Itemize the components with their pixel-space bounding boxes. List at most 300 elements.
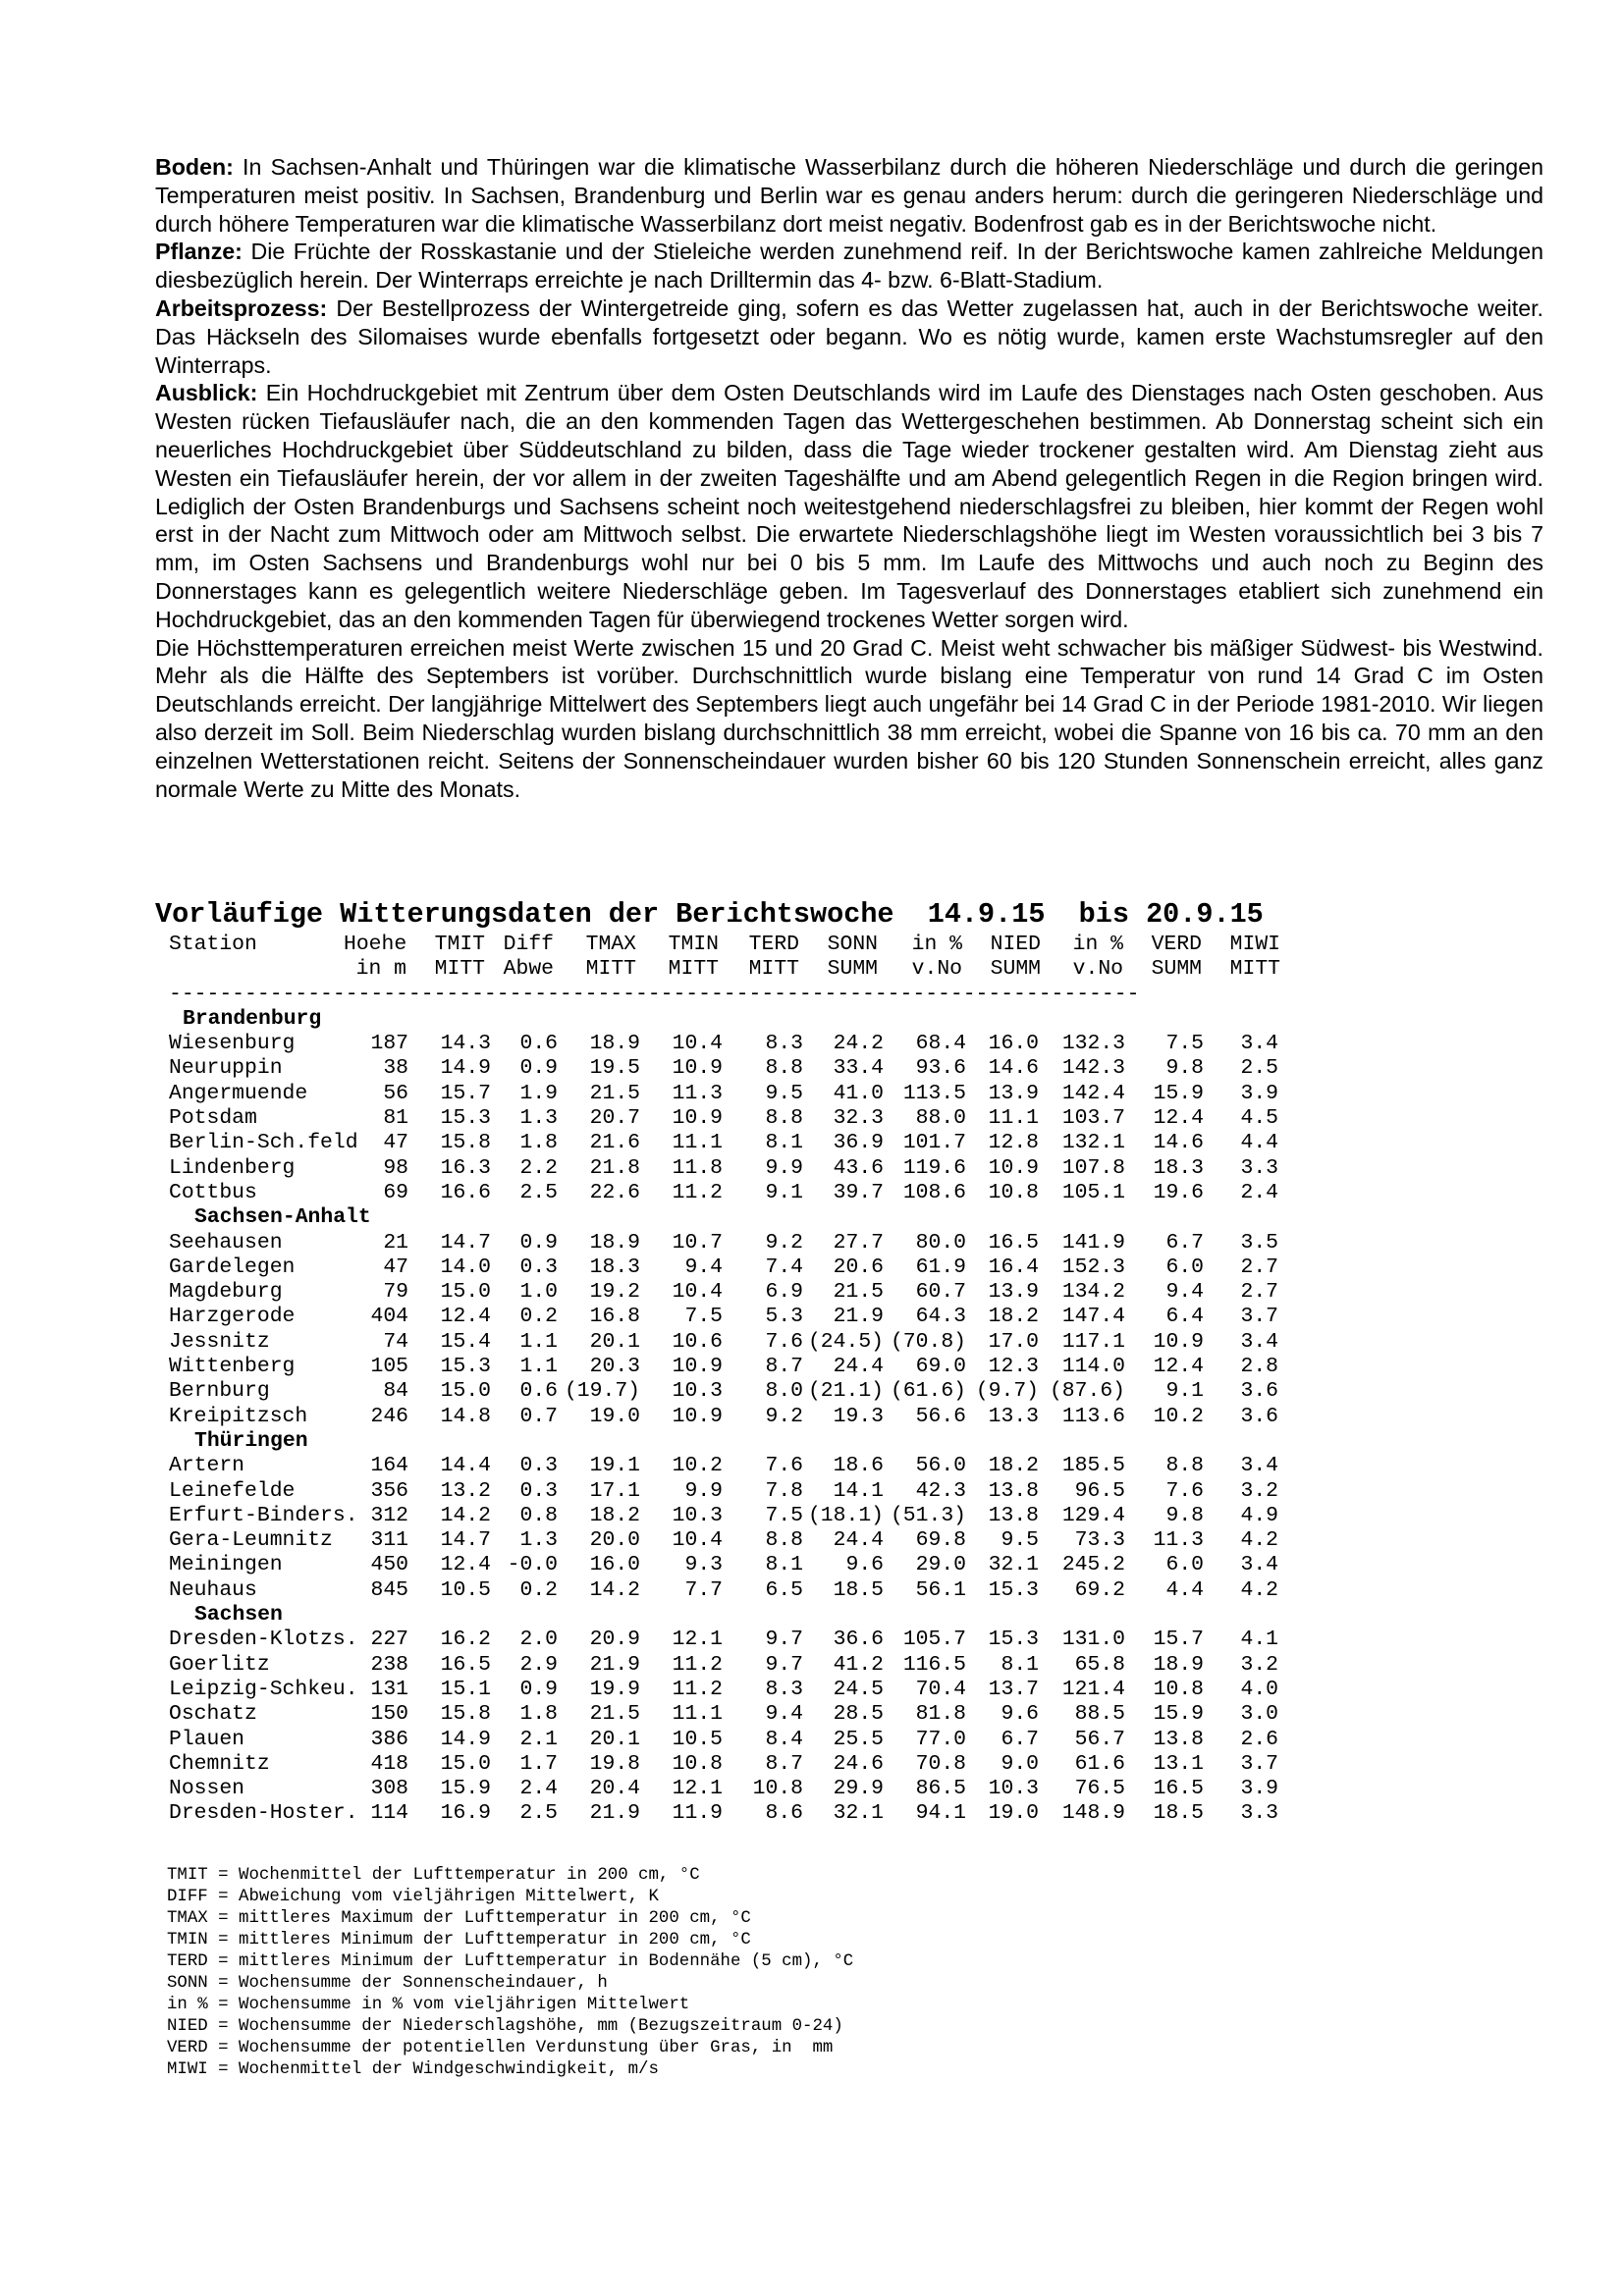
value-cell: 9.8: [1165, 1503, 1204, 1527]
value-cell: 113.6: [1061, 1404, 1125, 1428]
station-cell: Artern: [169, 1454, 245, 1478]
table-row: [169, 1280, 1278, 1305]
weather-data-table: [169, 933, 1280, 1827]
paragraph-lead: Ausblick:: [155, 380, 258, 406]
value-cell: 11.1: [988, 1106, 1039, 1131]
value-cell: 12.3: [988, 1355, 1039, 1379]
legend-entry: TMIN = mittleres Minimum der Lufttemperatur in 200 cm, °C: [167, 1931, 751, 1949]
value-cell: 7.4: [765, 1255, 803, 1279]
station-cell: Leinefelde: [169, 1478, 296, 1503]
value-cell: 187: [370, 1032, 408, 1056]
value-cell: 4.4: [1165, 1577, 1204, 1602]
value-cell: 15.1: [440, 1677, 491, 1701]
legend-entry: NIED = Wochensumme der Niederschlagshöhe, mm (Bezugszeitraum 0-24): [167, 2017, 843, 2036]
value-cell: 11.8: [672, 1155, 723, 1180]
paragraph-temperatures: [155, 634, 1543, 804]
station-cell: Dresden-Klotzs.: [169, 1628, 358, 1652]
table-row: [169, 1180, 1278, 1205]
table-header-row: [169, 933, 1280, 957]
value-cell: 1.9: [519, 1081, 558, 1105]
value-cell: 14.6: [1153, 1131, 1204, 1155]
value-cell: 13.8: [1153, 1727, 1204, 1751]
legend-entry: TMAX = mittleres Maximum der Lufttemperatur in 200 cm, °C: [167, 1909, 751, 1928]
value-cell: 8.8: [765, 1528, 803, 1553]
value-cell: 1.1: [519, 1355, 558, 1379]
value-cell: 0.9: [519, 1056, 558, 1081]
value-cell: 20.6: [833, 1255, 884, 1279]
value-cell: 16.4: [988, 1255, 1039, 1279]
value-cell: 47: [383, 1131, 408, 1155]
station-cell: Bernburg: [169, 1379, 270, 1404]
column-header: Diff: [503, 933, 554, 956]
value-cell: 24.6: [833, 1751, 884, 1776]
region-name: Sachsen: [194, 1603, 283, 1628]
table-row: [169, 1404, 1278, 1429]
value-cell: 13.3: [988, 1404, 1039, 1428]
value-cell: 15.9: [1153, 1702, 1204, 1727]
value-cell: 2.8: [1240, 1355, 1278, 1379]
value-cell: 0.6: [519, 1379, 558, 1404]
value-cell: 11.3: [1153, 1528, 1204, 1553]
value-cell: 1.8: [519, 1131, 558, 1155]
value-cell: 12.4: [1153, 1355, 1204, 1379]
value-cell: 18.5: [1153, 1801, 1204, 1826]
column-header: SONN: [827, 933, 878, 956]
value-cell: 18.3: [589, 1255, 640, 1279]
value-cell: 1.3: [519, 1106, 558, 1131]
value-cell: 3.5: [1240, 1230, 1278, 1255]
station-cell: Potsdam: [169, 1106, 257, 1131]
value-cell: 9.4: [765, 1702, 803, 1727]
value-cell: 98: [383, 1155, 408, 1180]
value-cell: 3.7: [1240, 1751, 1278, 1776]
value-cell: 238: [370, 1652, 408, 1677]
station-cell: Neuhaus: [169, 1577, 257, 1602]
value-cell: 101.7: [902, 1131, 966, 1155]
value-cell: 15.3: [988, 1577, 1039, 1602]
value-cell: 15.0: [440, 1379, 491, 1404]
value-cell: 10.3: [672, 1503, 723, 1527]
value-cell: 6.0: [1165, 1255, 1204, 1279]
value-cell: 10.3: [672, 1379, 723, 1404]
value-cell: 14.9: [440, 1727, 491, 1751]
column-header: VERD: [1151, 933, 1202, 956]
table-row: [169, 1305, 1278, 1329]
table-row: [169, 1255, 1278, 1280]
value-cell: 9.7: [765, 1652, 803, 1677]
value-cell: 845: [370, 1577, 408, 1602]
value-cell: 56.0: [915, 1454, 966, 1478]
value-cell: 117.1: [1061, 1329, 1125, 1354]
value-cell: 21.8: [589, 1155, 640, 1180]
value-cell: 7.7: [684, 1577, 723, 1602]
paragraph-body: Die Früchte der Rosskastanie und der Stieleiche werden zunehmend reif. In der Berichtswoche kamen zahlreiche Meldungen diesbezüglich herein. Der Winterraps erreichte je nach Drilltermin das 4- bzw. 6-Blatt-Stadium.: [155, 239, 1543, 294]
legend-entry: DIFF = Abweichung vom vieljährigen Mittelwert, K: [167, 1888, 659, 1906]
value-cell: 8.6: [765, 1801, 803, 1826]
value-cell: 14.2: [589, 1577, 640, 1602]
value-cell: 61.9: [915, 1255, 966, 1279]
station-cell: Cottbus: [169, 1180, 257, 1204]
value-cell: 131.0: [1061, 1628, 1125, 1652]
value-cell: 10.4: [672, 1280, 723, 1305]
station-cell: Neuruppin: [169, 1056, 283, 1081]
value-cell: 7.8: [765, 1478, 803, 1503]
value-cell: 0.9: [519, 1677, 558, 1701]
value-cell: 0.3: [519, 1454, 558, 1478]
value-cell: 94.1: [915, 1801, 966, 1826]
column-header: Station: [169, 933, 257, 956]
value-cell: 14.3: [440, 1032, 491, 1056]
value-cell: 4.0: [1240, 1677, 1278, 1701]
value-cell: 3.2: [1240, 1652, 1278, 1677]
value-cell: 6.0: [1165, 1553, 1204, 1577]
abbreviation-legend: [167, 1865, 853, 2081]
value-cell: 77.0: [915, 1727, 966, 1751]
value-cell: 4.4: [1240, 1131, 1278, 1155]
value-cell: 2.4: [1240, 1180, 1278, 1204]
legend-entry: SONN = Wochensumme der Sonnenscheindauer, h: [167, 1974, 608, 1993]
value-cell: 33.4: [833, 1056, 884, 1081]
value-cell: 107.8: [1061, 1155, 1125, 1180]
value-cell: 8.8: [1165, 1454, 1204, 1478]
value-cell: 227: [370, 1628, 408, 1652]
station-cell: Erfurt-Binders.: [169, 1503, 358, 1527]
value-cell: 129.4: [1061, 1503, 1125, 1527]
value-cell: 10.8: [988, 1180, 1039, 1204]
value-cell: 3.2: [1240, 1478, 1278, 1503]
value-cell: 7.5: [684, 1305, 723, 1329]
value-cell: 69.8: [915, 1528, 966, 1553]
station-cell: Wiesenburg: [169, 1032, 296, 1056]
value-cell: 68.4: [915, 1032, 966, 1056]
value-cell: 246: [370, 1404, 408, 1428]
value-cell: 11.2: [672, 1652, 723, 1677]
value-cell: 3.3: [1240, 1801, 1278, 1826]
value-cell: 16.5: [988, 1230, 1039, 1255]
value-cell: 12.4: [440, 1305, 491, 1329]
value-cell: 3.3: [1240, 1155, 1278, 1180]
value-cell: (9.7): [975, 1379, 1039, 1404]
station-cell: Berlin-Sch.feld: [169, 1131, 358, 1155]
value-cell: 9.8: [1165, 1056, 1204, 1081]
paragraph-lead: Boden:: [155, 154, 234, 180]
station-cell: Wittenberg: [169, 1355, 296, 1379]
value-cell: 6.5: [765, 1577, 803, 1602]
value-cell: 41.0: [833, 1081, 884, 1105]
value-cell: 65.8: [1074, 1652, 1125, 1677]
value-cell: 16.0: [589, 1553, 640, 1577]
station-cell: Magdeburg: [169, 1280, 283, 1305]
station-cell: Harzgerode: [169, 1305, 296, 1329]
value-cell: 8.1: [765, 1131, 803, 1155]
table-row: [169, 1355, 1278, 1379]
value-cell: 15.9: [440, 1777, 491, 1801]
table-row: [169, 1628, 1278, 1652]
station-cell: Lindenberg: [169, 1155, 296, 1180]
value-cell: 15.4: [440, 1329, 491, 1354]
value-cell: 64.3: [915, 1305, 966, 1329]
value-cell: 2.2: [519, 1155, 558, 1180]
table-row: [169, 1677, 1278, 1702]
table-row: [169, 1652, 1278, 1678]
value-cell: 18.3: [1153, 1155, 1204, 1180]
value-cell: 11.2: [672, 1677, 723, 1701]
value-cell: 9.4: [1165, 1280, 1204, 1305]
value-cell: 18.9: [1153, 1652, 1204, 1677]
value-cell: 10.9: [988, 1155, 1039, 1180]
value-cell: 0.3: [519, 1255, 558, 1279]
value-cell: 356: [370, 1478, 408, 1503]
value-cell: 19.3: [833, 1404, 884, 1428]
value-cell: 15.9: [1153, 1081, 1204, 1105]
station-cell: Dresden-Hoster.: [169, 1801, 358, 1826]
paragraph-ausblick: [155, 379, 1543, 633]
value-cell: (18.1): [807, 1503, 884, 1527]
legend-entry: in % = Wochensumme in % vom vieljährigen Mittelwert: [167, 1996, 690, 2014]
value-cell: 3.6: [1240, 1379, 1278, 1404]
column-unit: MITT: [668, 957, 719, 982]
value-cell: 10.3: [988, 1777, 1039, 1801]
value-cell: 0.8: [519, 1503, 558, 1527]
value-cell: 10.7: [672, 1230, 723, 1255]
region-group-heading: [169, 1007, 1139, 1032]
value-cell: 14.6: [988, 1056, 1039, 1081]
value-cell: 131: [370, 1677, 408, 1701]
value-cell: 12.1: [672, 1628, 723, 1652]
value-cell: (51.3): [890, 1503, 966, 1527]
value-cell: 7.6: [765, 1454, 803, 1478]
value-cell: 9.9: [765, 1155, 803, 1180]
value-cell: 2.5: [519, 1801, 558, 1826]
value-cell: 1.8: [519, 1702, 558, 1727]
value-cell: 6.7: [1165, 1230, 1204, 1255]
value-cell: 36.9: [833, 1131, 884, 1155]
value-cell: 20.3: [589, 1355, 640, 1379]
value-cell: (70.8): [890, 1329, 966, 1354]
value-cell: 105.7: [902, 1628, 966, 1652]
paragraph-body: Die Höchsttemperaturen erreichen meist Werte zwischen 15 und 20 Grad C. Meist weht schwacher bis mäßiger Südwest- bis Westwind. Mehr als die Hälfte des Septembers ist vorüber. Durchschnittlich wurde bislang eine Temperatur von rund 14 Grad C im Osten Deutschlands erreicht. Der langjährige Mittelwert des Septembers liegt auch ungefähr bei 14 Grad C in der Periode 1981-2010. Wir liegen also derzeit im Soll. Beim Niederschlag wurden bislang durchschnittlich 38 mm erreicht, wobei die Spanne von 16 bis ca. 70 mm an den einzelnen Wetterstationen reicht. Seitens der Sonnenscheindauer wurden bisher 60 bis 120 Stunden Sonnenschein erreicht, alles ganz normale Werte zu Mitte des Monats.: [155, 634, 1543, 802]
value-cell: 12.4: [1153, 1106, 1204, 1131]
value-cell: 3.9: [1240, 1777, 1278, 1801]
value-cell: 14.4: [440, 1454, 491, 1478]
paragraph-arbeitsprozess: [155, 294, 1543, 379]
value-cell: 3.4: [1240, 1032, 1278, 1056]
value-cell: 9.4: [684, 1255, 723, 1279]
value-cell: 56.7: [1074, 1727, 1125, 1751]
table-row: [169, 1503, 1278, 1528]
value-cell: 81: [383, 1106, 408, 1131]
value-cell: 404: [370, 1305, 408, 1329]
column-header: in %: [911, 933, 962, 956]
value-cell: 3.6: [1240, 1404, 1278, 1428]
value-cell: 42.3: [915, 1478, 966, 1503]
table-row: [169, 1155, 1278, 1181]
value-cell: 152.3: [1061, 1255, 1125, 1279]
value-cell: 13.7: [988, 1677, 1039, 1701]
column-unit: v.No: [911, 957, 962, 982]
value-cell: 10.8: [672, 1751, 723, 1776]
value-cell: 18.6: [833, 1454, 884, 1478]
value-cell: 142.4: [1061, 1081, 1125, 1105]
value-cell: 56: [383, 1081, 408, 1105]
value-cell: 8.1: [1001, 1652, 1039, 1677]
column-header: TMAX: [585, 933, 636, 956]
value-cell: (24.5): [807, 1329, 884, 1354]
value-cell: 24.4: [833, 1528, 884, 1553]
column-header: TMIT: [434, 933, 485, 956]
value-cell: 8.3: [765, 1032, 803, 1056]
value-cell: 11.9: [672, 1801, 723, 1826]
value-cell: 2.7: [1240, 1255, 1278, 1279]
value-cell: 0.9: [519, 1230, 558, 1255]
value-cell: 9.9: [684, 1478, 723, 1503]
value-cell: 13.9: [988, 1280, 1039, 1305]
value-cell: 47: [383, 1255, 408, 1279]
value-cell: 12.8: [988, 1131, 1039, 1155]
value-cell: 2.5: [519, 1180, 558, 1204]
paragraph-lead: Pflanze:: [155, 239, 243, 265]
value-cell: 32.3: [833, 1106, 884, 1131]
value-cell: 418: [370, 1751, 408, 1776]
region-group-heading: [169, 1429, 1139, 1454]
table-row: [169, 1751, 1278, 1777]
paragraph-pflanze: [155, 238, 1543, 294]
value-cell: 24.5: [833, 1677, 884, 1701]
station-cell: Meiningen: [169, 1553, 283, 1577]
value-cell: 86.5: [915, 1777, 966, 1801]
table-row: [169, 1553, 1278, 1577]
value-cell: 21.5: [589, 1702, 640, 1727]
value-cell: 96.5: [1074, 1478, 1125, 1503]
value-cell: 28.5: [833, 1702, 884, 1727]
region-name: Sachsen-Anhalt: [194, 1205, 371, 1230]
value-cell: 20.1: [589, 1727, 640, 1751]
value-cell: 9.5: [765, 1081, 803, 1105]
table-row: [169, 1727, 1278, 1752]
value-cell: 2.5: [1240, 1056, 1278, 1081]
column-unit: in m: [355, 957, 406, 982]
column-unit: MITT: [585, 957, 636, 982]
value-cell: 164: [370, 1454, 408, 1478]
value-cell: 0.2: [519, 1305, 558, 1329]
value-cell: 27.7: [833, 1230, 884, 1255]
value-cell: 8.1: [765, 1553, 803, 1577]
value-cell: 7.6: [765, 1329, 803, 1354]
value-cell: 4.5: [1240, 1106, 1278, 1131]
value-cell: 10.5: [440, 1577, 491, 1602]
value-cell: 8.8: [765, 1056, 803, 1081]
value-cell: 15.8: [440, 1131, 491, 1155]
value-cell: 113.5: [902, 1081, 966, 1105]
value-cell: 20.4: [589, 1777, 640, 1801]
value-cell: 19.5: [589, 1056, 640, 1081]
value-cell: 134.2: [1061, 1280, 1125, 1305]
value-cell: 11.1: [672, 1131, 723, 1155]
value-cell: 2.1: [519, 1727, 558, 1751]
value-cell: 10.9: [672, 1355, 723, 1379]
station-cell: Jessnitz: [169, 1329, 270, 1354]
value-cell: 24.2: [833, 1032, 884, 1056]
value-cell: 121.4: [1061, 1677, 1125, 1701]
value-cell: 9.1: [765, 1180, 803, 1204]
value-cell: 84: [383, 1379, 408, 1404]
value-cell: 70.8: [915, 1751, 966, 1776]
value-cell: 80.0: [915, 1230, 966, 1255]
value-cell: 14.9: [440, 1056, 491, 1081]
value-cell: 147.4: [1061, 1305, 1125, 1329]
value-cell: 19.0: [988, 1801, 1039, 1826]
value-cell: 0.2: [519, 1577, 558, 1602]
value-cell: 36.6: [833, 1628, 884, 1652]
value-cell: 14.1: [833, 1478, 884, 1503]
value-cell: 1.3: [519, 1528, 558, 1553]
value-cell: 6.4: [1165, 1305, 1204, 1329]
value-cell: 81.8: [915, 1702, 966, 1727]
value-cell: 15.3: [440, 1106, 491, 1131]
value-cell: 13.8: [988, 1478, 1039, 1503]
table-row: [169, 1131, 1278, 1155]
value-cell: 10.9: [672, 1106, 723, 1131]
station-cell: Oschatz: [169, 1702, 257, 1727]
value-cell: 43.6: [833, 1155, 884, 1180]
column-unit: MITT: [434, 957, 485, 982]
legend-entry: TMIT = Wochenmittel der Lufttemperatur in 200 cm, °C: [167, 1866, 700, 1885]
value-cell: 13.2: [440, 1478, 491, 1503]
column-header: TERD: [748, 933, 799, 956]
value-cell: 7.5: [1165, 1032, 1204, 1056]
value-cell: 12.4: [440, 1553, 491, 1577]
value-cell: 18.2: [988, 1305, 1039, 1329]
station-cell: Nossen: [169, 1777, 245, 1801]
value-cell: (21.1): [807, 1379, 884, 1404]
value-cell: 4.2: [1240, 1577, 1278, 1602]
value-cell: 308: [370, 1777, 408, 1801]
value-cell: (87.6): [1049, 1379, 1125, 1404]
value-cell: 142.3: [1061, 1056, 1125, 1081]
column-unit: SUMM: [827, 957, 878, 982]
region-group-heading: [169, 1205, 1139, 1230]
value-cell: 10.9: [672, 1404, 723, 1428]
value-cell: 74: [383, 1329, 408, 1354]
region-group-heading: [169, 1603, 1139, 1628]
value-cell: 32.1: [833, 1801, 884, 1826]
value-cell: 5.3: [765, 1305, 803, 1329]
table-row: [169, 1329, 1278, 1355]
report-text: [155, 153, 1543, 803]
value-cell: 2.4: [519, 1777, 558, 1801]
value-cell: 20.0: [589, 1528, 640, 1553]
legend-entry: MIWI = Wochenmittel der Windgeschwindigkeit, m/s: [167, 2060, 659, 2079]
value-cell: 16.6: [440, 1180, 491, 1204]
value-cell: 10.8: [1153, 1677, 1204, 1701]
value-cell: 0.3: [519, 1478, 558, 1503]
value-cell: 14.8: [440, 1404, 491, 1428]
value-cell: 88.5: [1074, 1702, 1125, 1727]
value-cell: 15.3: [988, 1628, 1039, 1652]
table-row: [169, 1106, 1278, 1131]
value-cell: 24.4: [833, 1355, 884, 1379]
value-cell: 10.5: [672, 1727, 723, 1751]
value-cell: 88.0: [915, 1106, 966, 1131]
value-cell: 16.2: [440, 1628, 491, 1652]
table-row: [169, 1801, 1278, 1826]
value-cell: 9.6: [1001, 1702, 1039, 1727]
value-cell: 311: [370, 1528, 408, 1553]
value-cell: (19.7): [564, 1379, 640, 1404]
value-cell: 450: [370, 1553, 408, 1577]
value-cell: 10.2: [672, 1454, 723, 1478]
value-cell: 0.6: [519, 1032, 558, 1056]
